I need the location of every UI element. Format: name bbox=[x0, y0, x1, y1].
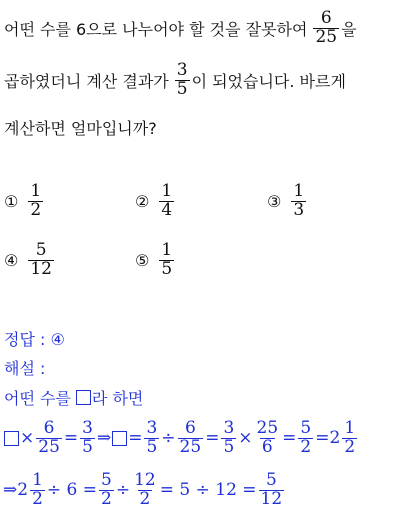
equals-sign: = bbox=[63, 428, 79, 449]
eq2-fraction-b: $\frac{5}{2}$ bbox=[101, 470, 112, 509]
equals-sign: = bbox=[205, 428, 220, 449]
eq2-fraction-d: $\frac{5}{12}$ bbox=[260, 470, 283, 509]
eq1-fraction-f: $\frac{25}{6}$ bbox=[256, 418, 279, 457]
option-1-fraction: $\frac{1}{2}$ bbox=[30, 181, 42, 220]
question-line-1 bbox=[4, 10, 357, 47]
option-2-mark: ② bbox=[135, 191, 150, 211]
unknown-box-icon bbox=[112, 431, 127, 446]
option-2-fraction: $\frac{1}{4}$ bbox=[161, 181, 173, 220]
question-text-1b: 을 bbox=[341, 19, 357, 39]
eq1-fraction-b: $\frac{3}{5}$ bbox=[82, 418, 93, 457]
times-sign: × bbox=[20, 428, 35, 449]
explanation-text-1a: 어떤 수를 bbox=[4, 389, 71, 408]
option-1-mark: ① bbox=[4, 191, 19, 211]
explanation-equation-1 bbox=[3, 420, 359, 457]
option-3[interactable] bbox=[267, 183, 308, 220]
question-text-2a: 곱하였더니 계산 결과가 bbox=[4, 71, 169, 91]
times-sign: × bbox=[238, 428, 253, 449]
option-5-mark: ⑤ bbox=[135, 250, 150, 270]
question-text-2b: 이 되었습니다. 바르게 bbox=[191, 71, 346, 91]
divide-six: ÷ 6 = bbox=[46, 480, 98, 501]
question-text-3: 계산하면 얼마입니까? bbox=[4, 119, 157, 138]
divide-sign: ÷ bbox=[161, 428, 176, 449]
question-line-2 bbox=[4, 62, 346, 99]
unknown-box-icon bbox=[4, 431, 19, 446]
option-3-fraction: $\frac{1}{3}$ bbox=[293, 181, 305, 220]
eq1-fraction-h: $\frac{1}{2}$ bbox=[344, 418, 356, 457]
option-2[interactable] bbox=[135, 183, 176, 220]
mixed-whole: 2 bbox=[329, 428, 341, 449]
eq1-fraction-e: $\frac{3}{5}$ bbox=[223, 418, 235, 457]
equals-sign: = bbox=[315, 428, 330, 449]
option-3-mark: ③ bbox=[267, 191, 282, 211]
option-5-fraction: $\frac{1}{5}$ bbox=[161, 240, 173, 279]
option-5[interactable] bbox=[135, 242, 176, 279]
eq1-fraction-g: $\frac{5}{2}$ bbox=[300, 418, 312, 457]
divide-sign: ÷ bbox=[115, 480, 131, 501]
eq2-fraction-a: $\frac{1}{2}$ bbox=[32, 470, 43, 509]
option-4-fraction: $\frac{5}{12}$ bbox=[30, 240, 52, 279]
explanation-text-1b: 라 하면 bbox=[91, 389, 144, 408]
fraction-6-25: $\frac{6}{25}$ bbox=[315, 8, 338, 47]
option-1[interactable] bbox=[4, 183, 45, 220]
eq1-fraction-a: $\frac{6}{25}$ bbox=[38, 418, 60, 457]
option-4-mark: ④ bbox=[4, 250, 19, 270]
equals-sign: = bbox=[128, 428, 143, 449]
answer-label: 정답 : ④ bbox=[4, 330, 65, 349]
mixed-whole: 2 bbox=[17, 480, 29, 501]
equation-tail: = 5 ÷ 12 = bbox=[159, 480, 257, 501]
eq1-fraction-c: $\frac{3}{5}$ bbox=[146, 418, 158, 457]
fraction-3-5: $\frac{3}{5}$ bbox=[176, 60, 188, 99]
explanation-equation-2 bbox=[3, 472, 286, 509]
eq2-fraction-c: $\frac{12}{2}$ bbox=[134, 470, 156, 509]
eq1-fraction-d: $\frac{6}{25}$ bbox=[179, 418, 202, 457]
implies-arrow: ⇒ bbox=[96, 428, 112, 449]
question-text-1a: 어떤 수를 6으로 나누어야 할 것을 잘못하여 bbox=[4, 19, 308, 39]
implies-arrow: ⇒ bbox=[3, 480, 18, 501]
explanation-label-line bbox=[4, 356, 45, 379]
explanation-line-1 bbox=[4, 386, 143, 409]
unknown-box-icon bbox=[76, 390, 91, 405]
equals-sign: = bbox=[282, 428, 297, 449]
option-4[interactable] bbox=[4, 242, 56, 279]
answer-line bbox=[4, 327, 65, 350]
question-line-3 bbox=[4, 116, 157, 139]
explanation-label: 해설 : bbox=[4, 359, 46, 378]
